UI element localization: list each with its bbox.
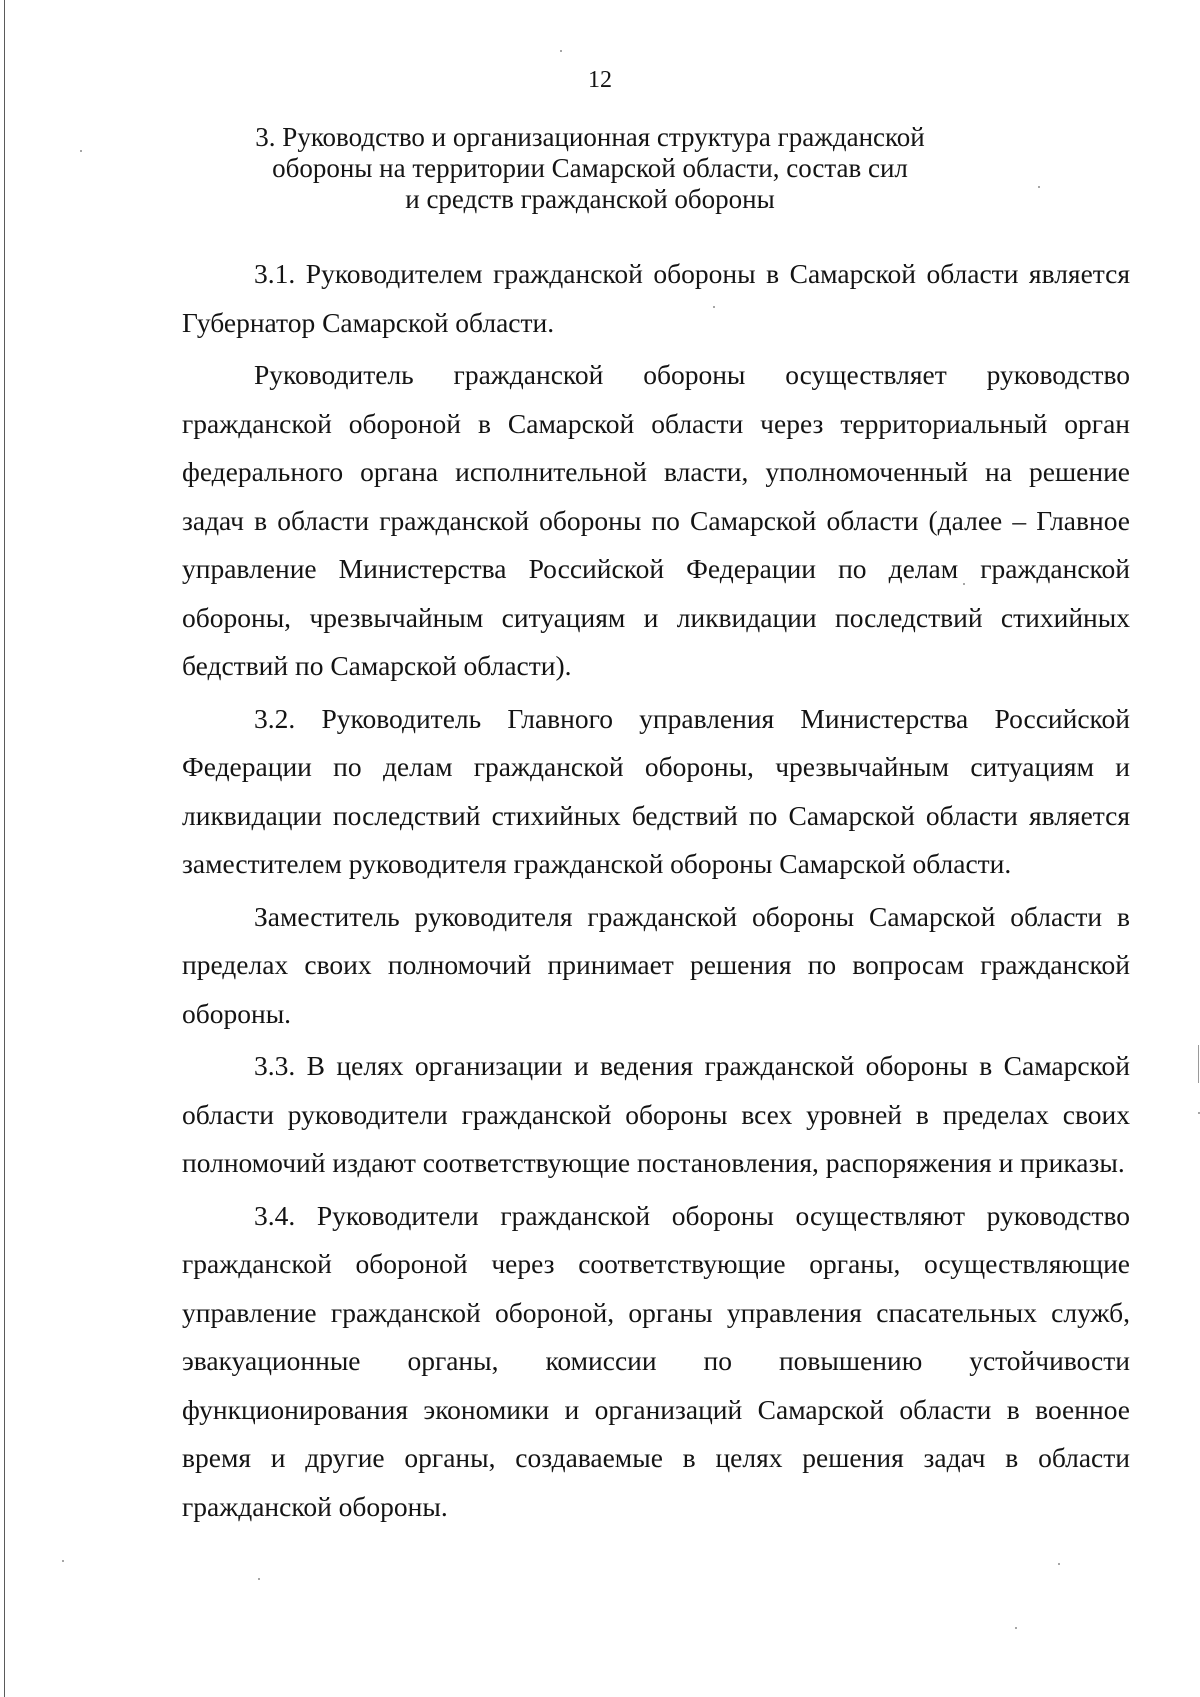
scan-speck	[560, 50, 562, 52]
paragraph-3-3: 3.3. В целях организации и ведения гражданской обороны в Самарской области руководители гражданской обороны всех уровней в пределах своих полномочий издают соответствующие постановления, распоряжения и приказы.	[182, 1050, 1130, 1178]
paragraph-deputy-powers: Заместитель руководителя гражданской обороны Самарской области в пределах своих полномочий принимает решения по вопросам гражданской обороны.	[182, 900, 1130, 1029]
page-number: 12	[588, 67, 612, 93]
scan-speck	[258, 1578, 260, 1580]
section-heading	[250, 122, 930, 215]
paragraph-3-2: 3.2. Руководитель Главного управления Министерства Российской Федерации по делам гражданской обороны, чрезвычайным ситуациям и ликвидации последствий стихийных бедствий по Самарской области является заместителем руководителя гражданской обороны Самарской области.	[182, 702, 1130, 879]
paragraph-3-1: 3.1. Руководителем гражданской обороны в Самарской области является Губернатор Самарской области.	[182, 258, 1130, 338]
scan-speck	[62, 1560, 64, 1562]
scan-right-mark	[1198, 1045, 1199, 1083]
section-heading-line: 3. Руководство и организационная структура гражданской	[255, 122, 925, 152]
scan-speck	[1015, 1627, 1017, 1629]
scan-speck	[1038, 186, 1040, 188]
scan-speck	[80, 150, 82, 152]
section-heading-line: обороны на территории Самарской области, состав сил	[272, 153, 908, 183]
document-body	[182, 250, 1130, 1535]
scan-speck	[1058, 1563, 1060, 1565]
paragraph-3-4: 3.4. Руководители гражданской обороны осуществляют руководство гражданской обороной через соответствующие органы, осуществляющие управление гражданской обороной, органы управления спасательных служб, эвакуационные органы, комиссии по повышению устойчивости функционирования экономики и организаций Самарской области в военное время и другие органы, создаваемые в целях решения задач в области гражданской обороны.	[182, 1199, 1130, 1522]
paragraph-leader-duties: Руководитель гражданской обороны осуществляет руководство гражданской обороной в Самарской области через территориальный орган федерального органа исполнительной власти, уполномоченный на решение задач в области гражданской обороны по Самарской области (далее – Главное управление Министерства Российской Федерации по делам гражданской обороны, чрезвычайным ситуациям и ликвидации последствий стихийных бедствий по Самарской области).	[182, 359, 1130, 681]
section-heading-line: и средств гражданской обороны	[405, 184, 775, 214]
scan-left-edge	[4, 0, 5, 1697]
